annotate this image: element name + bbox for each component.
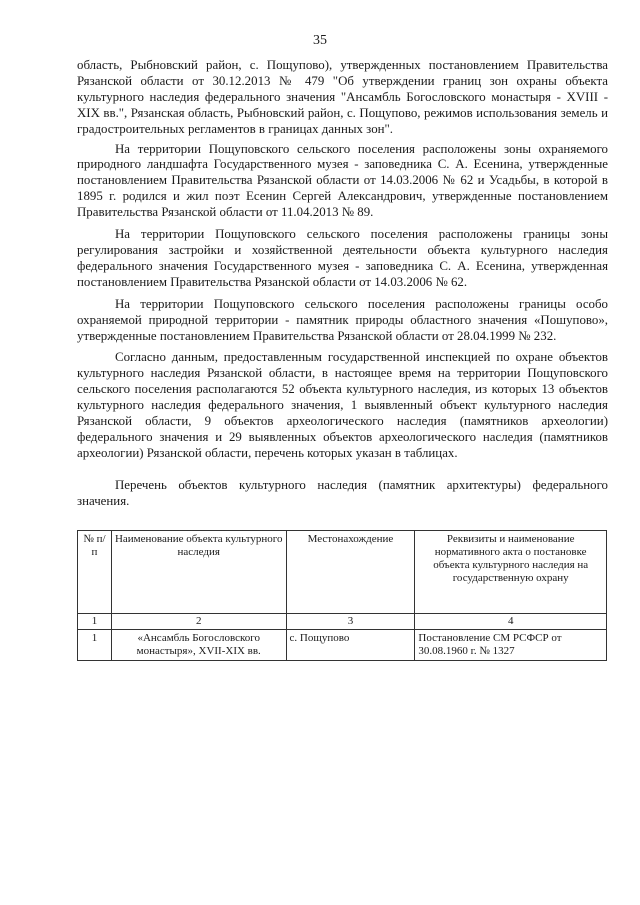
table-column-numbers-row: [78, 613, 607, 629]
column-number: 4: [415, 613, 607, 629]
column-number: 2: [111, 613, 286, 629]
table-header-row: [78, 530, 607, 613]
paragraph-regulation-zone: На территории Пощуповского сельского поселения расположены границы зоны регулирования застройки и хозяйственной деятельности объекта культурного наследия федерального значения Государственного музея - заповедника С. А. Есенина, утвержденная постановлением Правительства Рязанской области от 14.03.2006 № 62.: [77, 227, 608, 289]
page-number: 35: [313, 33, 327, 48]
list-title: Перечень объектов культурного наследия (памятник архитектуры) федерального значения.: [77, 477, 608, 508]
row-legal-act: Постановление СМ РСФСР от 30.08.1960 г. № 1327: [415, 629, 607, 660]
header-legal-act: Реквизиты и наименование нормативного акта о постановке объекта культурного наследия на государственную охрану: [415, 530, 607, 613]
heritage-table: [77, 530, 607, 661]
document-body: [77, 58, 608, 661]
paragraph-continuation: область, Рыбновский район, с. Пощупово), утвержденных постановлением Правительства Рязанской области от 30.12.2013 № 479 "Об утверждении границ зон охраны объекта культурного наследия федерального значения "Ансамбль Богословского монастыря - XVIII - XIX вв.", Рязанская область, Рыбновский район, с. Пощупово, режимов использования земель и градостроительных регламентов в границах данных зон".: [77, 58, 608, 136]
paragraph-landscape-zones: На территории Пощуповского сельского поселения расположены зоны охраняемого природного ландшафта Государственного музея - заповедника С. А. Есенина, утвержденные постановлением Правительства Рязанской области от 14.03.2006 № 62 и Усадьбы, в которой в 1895 г. родился и жил поэт Есенин Сергей Александрович, утвержденные постановлением Правительства Рязанской области от 11.04.2013 № 89.: [77, 141, 608, 220]
table-row: [78, 629, 607, 660]
header-number: № п/п: [78, 530, 112, 613]
column-number: 3: [286, 613, 415, 629]
paragraph-heritage-objects: Согласно данным, предоставленным государственной инспекцией по охране объектов культурного наследия Рязанской области, в настоящее время на территории Пощуповского сельского поселения располагаются 52 объекта культурного наследия, из которых 13 объектов культурного наследия федерального значения, 1 выявленный объект культурного наследия Рязанской области, 9 объектов археологического наследия (памятников археологии) федерального значения и 29 выявленных объектов археологического наследия (памятников археологии) Рязанской области, перечень которых указан в таблицах.: [77, 350, 608, 460]
header-object-name: Наименование объекта культурного наследия: [111, 530, 286, 613]
column-number: 1: [78, 613, 112, 629]
row-object-name: «Ансамбль Богословского монастыря», XVII-XIX вв.: [111, 629, 286, 660]
header-location: Местонахождение: [286, 530, 415, 613]
row-location: с. Пощупово: [286, 629, 415, 660]
paragraph-protected-territory: На территории Пощуповского сельского поселения расположены границы особо охраняемой природной территории - памятник природы областного значения «Пошупово», утвержденные постановлением Правительства Рязанской области от 28.04.1999 № 232.: [77, 296, 608, 343]
row-number: 1: [78, 629, 112, 660]
